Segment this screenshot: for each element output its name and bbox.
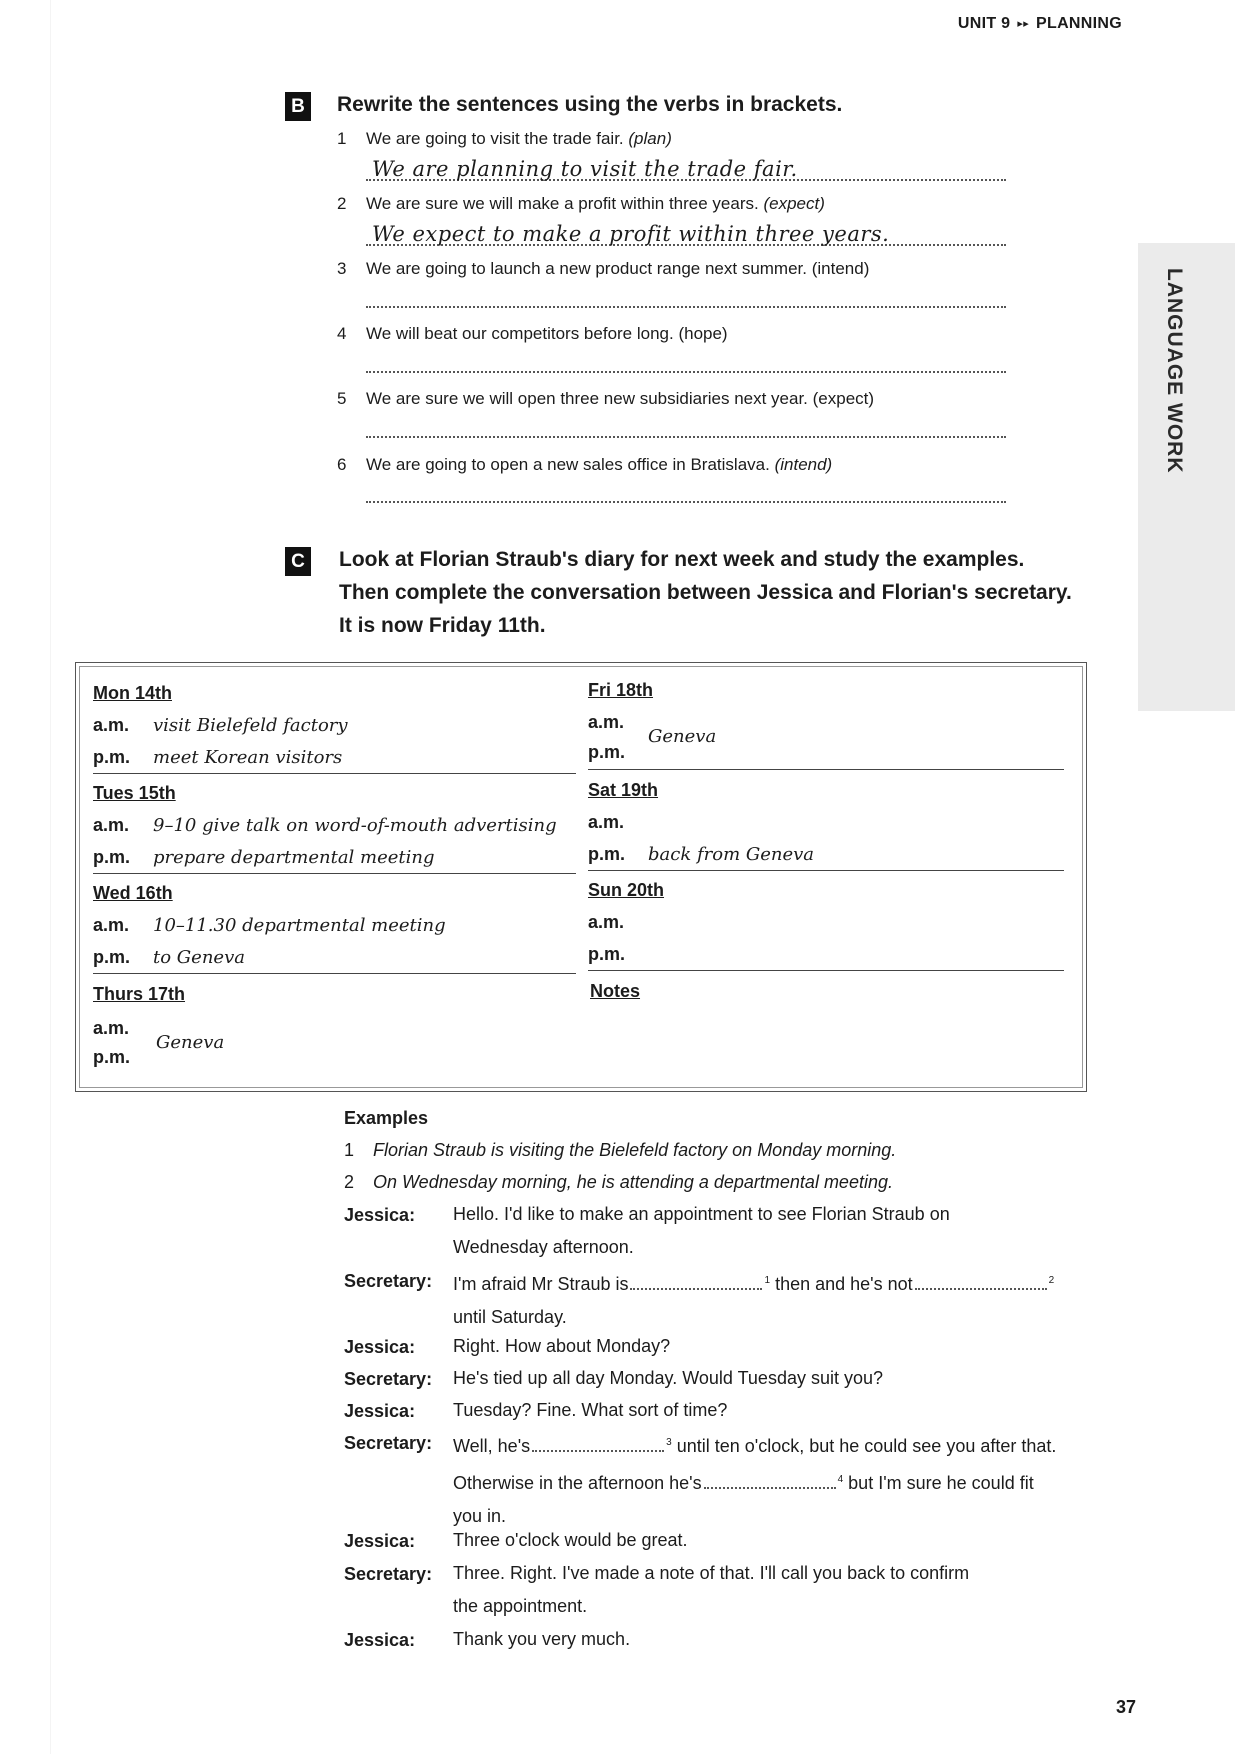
unit-title: PLANNING (1036, 15, 1122, 32)
page-number: 37 (1115, 1697, 1136, 1717)
section-c-badge: C (285, 547, 311, 576)
pm-label: p.m. (93, 947, 131, 967)
am-label: a.m. (93, 915, 130, 935)
item-prompt: We are sure we will make a profit within three years. (expect) (366, 194, 825, 213)
section-b-badge: B (285, 92, 311, 121)
speaker-secretary: Secretary: (344, 1564, 433, 1584)
item-number: 3 (337, 259, 347, 278)
dialogue-line: Well, he's $^3$ until ten o'clock, but he could see you after that. Otherwise in the afternoon he's $^4$ but I'm sure he could fit you in. (453, 1436, 1057, 1526)
am-label: a.m. (588, 812, 625, 832)
speaker-jessica: Jessica: (344, 1531, 416, 1551)
pm-label: p.m. (588, 742, 626, 762)
unit-label: UNIT 9 (957, 15, 1011, 32)
handwritten-answer: We expect to make a profit within three years. (372, 222, 890, 246)
item-number: 2 (337, 194, 347, 213)
example-number: 1 (344, 1140, 355, 1160)
answer-line[interactable] (366, 408, 1006, 438)
dialogue-line: I'm afraid Mr Straub is $^1$ then and he's not $^2$ until Saturday. (453, 1274, 1055, 1327)
day-divider (588, 870, 1064, 871)
answer-line[interactable] (366, 473, 1006, 503)
speaker-secretary: Secretary: (344, 1271, 433, 1291)
am-label: a.m. (588, 712, 625, 732)
speaker-jessica: Jessica: (344, 1205, 416, 1225)
diary-day: Sun 20th (588, 880, 665, 900)
page-edge (50, 0, 51, 1754)
item-number: 4 (337, 324, 347, 343)
speaker-secretary: Secretary: (344, 1369, 433, 1389)
speaker-jessica: Jessica: (344, 1401, 416, 1421)
diary-day: Tues 15th (93, 783, 176, 803)
item-prompt: We are going to open a new sales office in Bratislava. (intend) (366, 455, 833, 474)
gap-3[interactable] (532, 1436, 664, 1452)
speaker-jessica: Jessica: (344, 1337, 416, 1357)
item-number: 1 (337, 129, 347, 148)
dialogue-line: Tuesday? Fine. What sort of time? (453, 1400, 728, 1420)
speaker-secretary: Secretary: (344, 1433, 433, 1453)
gap-1[interactable] (630, 1274, 762, 1290)
example-sentence: On Wednesday morning, he is attending a departmental meeting. (373, 1172, 893, 1192)
answer-line[interactable] (366, 216, 1006, 246)
diary-entry: prepare departmental meeting (153, 847, 435, 868)
example-number: 2 (344, 1172, 355, 1192)
dialogue-line: Right. How about Monday? (453, 1336, 671, 1356)
diary-entry: Geneva (156, 1032, 225, 1053)
diary-entry: Geneva (648, 726, 717, 747)
examples-heading: Examples (344, 1108, 429, 1128)
dialogue-line: Thank you very much. (453, 1629, 631, 1649)
pm-label: p.m. (93, 847, 131, 867)
day-divider (588, 970, 1064, 971)
am-label: a.m. (93, 715, 130, 735)
day-divider (93, 973, 576, 974)
speaker-jessica: Jessica: (344, 1630, 416, 1650)
pm-label: p.m. (93, 1047, 131, 1067)
answer-line[interactable] (366, 343, 1006, 373)
am-label: a.m. (588, 912, 625, 932)
item-number: 6 (337, 455, 347, 474)
diary-day: Sat 19th (588, 780, 659, 800)
answer-line[interactable] (366, 278, 1006, 308)
pm-label: p.m. (588, 944, 626, 964)
side-tab (1138, 243, 1235, 711)
side-tab-label: LANGUAGE WORK (1163, 268, 1186, 474)
arrows-icon: ▸▸ (1017, 18, 1030, 30)
day-divider (93, 773, 576, 774)
dialogue-line: Three. Right. I've made a note of that. I'll call you back to confirm the appointment. (453, 1563, 970, 1616)
diary (75, 662, 1087, 1092)
dialogue-line: Three o'clock would be great. (453, 1530, 688, 1550)
diary-entry: to Geneva (153, 947, 245, 968)
pm-label: p.m. (93, 747, 131, 767)
diary-entry: back from Geneva (648, 844, 815, 865)
diary-day: Thurs 17th (93, 984, 186, 1004)
dialogue-line: Hello. I'd like to make an appointment to see Florian Straub on Wednesday afternoon. (453, 1204, 950, 1257)
running-header (958, 15, 1122, 33)
item-prompt: We are sure we will open three new subsidiaries next year. (expect) (366, 389, 875, 408)
diary-day: Fri 18th (588, 680, 654, 700)
diary-day: Wed 16th (93, 883, 173, 903)
section-c-title-1: Look at Florian Straub's diary for next week and study the examples. (339, 548, 1025, 571)
pm-label: p.m. (588, 844, 626, 864)
diary-day: Mon 14th (93, 683, 172, 703)
gap-4[interactable] (704, 1473, 836, 1489)
am-label: a.m. (93, 815, 130, 835)
item-prompt: We will beat our competitors before long. (hope) (366, 324, 728, 343)
day-divider (93, 873, 576, 874)
handwritten-answer: We are planning to visit the trade fair. (372, 157, 798, 181)
dialogue-line: He's tied up all day Monday. Would Tuesday suit you? (453, 1368, 884, 1388)
section-c-title-3: It is now Friday 11th. (339, 614, 546, 637)
item-number: 5 (337, 389, 347, 408)
item-prompt: We are going to visit the trade fair. (plan) (366, 129, 672, 148)
section-b-title: Rewrite the sentences using the verbs in brackets. (337, 93, 843, 116)
diary-entry: 10–11.30 departmental meeting (153, 915, 446, 936)
diary-entry: visit Bielefeld factory (153, 715, 348, 736)
day-divider (588, 769, 1064, 770)
diary-notes-heading: Notes (590, 981, 641, 1001)
gap-2[interactable] (915, 1274, 1047, 1290)
am-label: a.m. (93, 1018, 130, 1038)
answer-line[interactable] (366, 151, 1006, 181)
item-prompt: We are going to launch a new product range next summer. (intend) (366, 259, 870, 278)
example-sentence: Florian Straub is visiting the Bielefeld factory on Monday morning. (373, 1140, 897, 1160)
section-c-title-2: Then complete the conversation between Jessica and Florian's secretary. (339, 581, 1072, 604)
diary-entry: 9–10 give talk on word-of-mouth advertising (153, 815, 557, 836)
diary-entry: meet Korean visitors (153, 747, 343, 768)
